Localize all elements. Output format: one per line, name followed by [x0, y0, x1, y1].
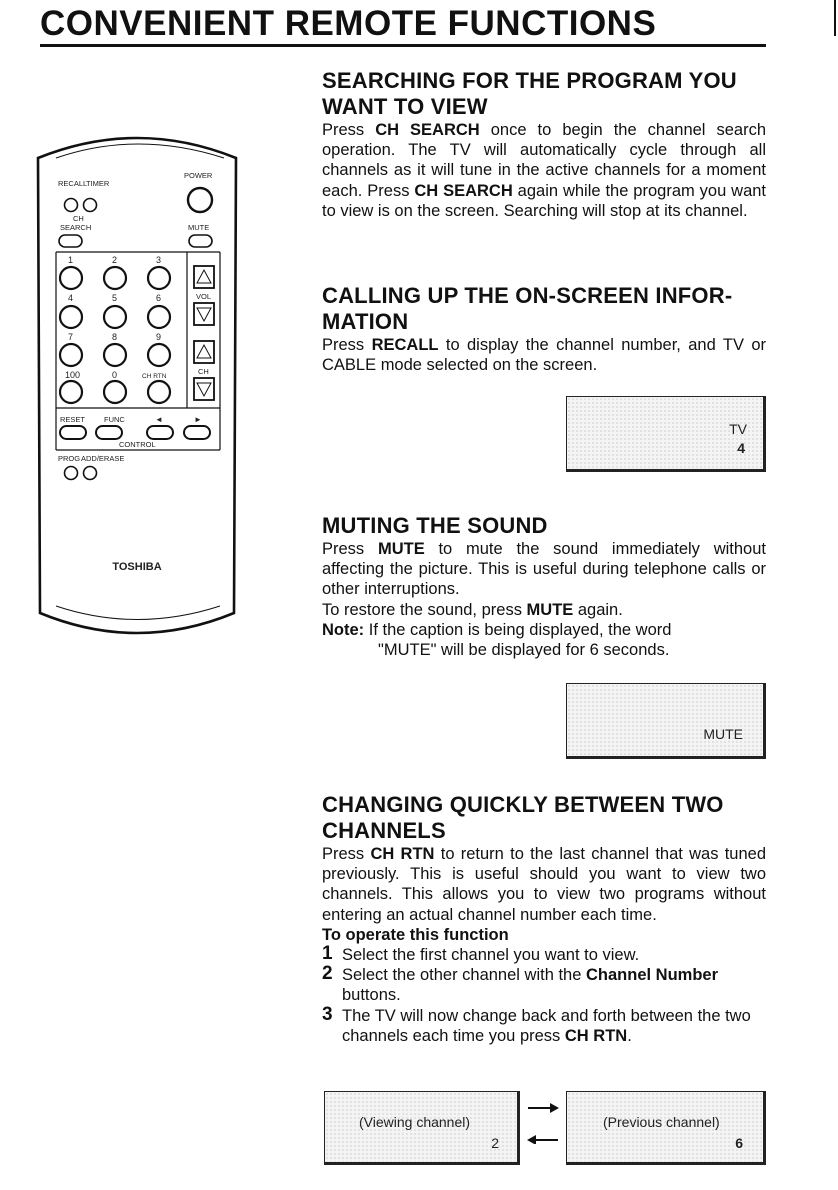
ch-rtn-label: CH RTN [142, 373, 167, 380]
digit-label: 4 [68, 293, 74, 303]
remote-outline [38, 138, 236, 633]
digit-label: 3 [156, 255, 162, 265]
arrow-right-icon [550, 1103, 559, 1113]
note: Note: If the caption is being displayed, the word [322, 620, 672, 639]
title-rule [40, 44, 766, 47]
mute-label: MUTE [188, 223, 210, 232]
screen-channel-text: 4 [737, 440, 745, 456]
page-edge-mark [834, 0, 836, 36]
tv-screen-recall [566, 396, 766, 472]
prog-label: PROG [58, 454, 81, 463]
tv-screen-previous [566, 1091, 766, 1165]
func-label: FUNC [104, 415, 125, 424]
digit-label: 7 [68, 332, 74, 342]
section-search [322, 68, 766, 221]
screen-mute-text: MUTE [703, 726, 743, 742]
section-ch-rtn [322, 792, 766, 1046]
tv-screen-viewing [324, 1091, 520, 1165]
digit-label: 9 [156, 332, 162, 342]
digit-label: 2 [112, 255, 118, 265]
section-body: Press MUTE to mute the sound immediately without affecting the picture. This is useful during telephone calls or other interruptions. [322, 540, 766, 599]
ch-rocker-label: CH [198, 367, 209, 376]
power-label: POWER [184, 171, 213, 180]
step-item: 1 Select the first channel you want to view. [322, 943, 640, 965]
timer-label: TIMER [86, 179, 110, 188]
ch-label: CH [73, 214, 84, 223]
digit-label: 0 [112, 370, 118, 380]
control-label: CONTROL [119, 440, 156, 449]
section-body: Press CH RTN to return to the last channel that was tuned previously. This is useful should you want to view two channels. This allows you to view two programs without entering an actual channel number each time. [322, 845, 767, 924]
digit-label: 8 [112, 332, 118, 342]
section-recall [322, 283, 766, 375]
reset-label: RESET [60, 415, 86, 424]
vol-label: VOL [196, 292, 212, 301]
previous-channel-label: (Previous channel) [603, 1114, 720, 1130]
section-mute [322, 513, 766, 660]
tv-screen-mute [566, 683, 766, 759]
section-body: To restore the sound, press MUTE again. [322, 600, 623, 619]
note-continuation: "MUTE" will be displayed for 6 seconds. [378, 641, 670, 660]
section-heading: CHANGING QUICKLY BETWEEN TWO CHANNELS [322, 792, 724, 843]
section-heading: CALLING UP THE ON-SCREEN INFOR-MATION [322, 283, 733, 334]
section-heading: SEARCHING FOR THE PROGRAM YOU WANT TO VIEW [322, 68, 737, 119]
remote-control-illustration [34, 128, 240, 658]
right-arrow-label: ► [194, 415, 202, 424]
viewing-channel-number: 2 [491, 1135, 499, 1151]
recall-label: RECALL [58, 179, 88, 188]
digit-label: 6 [156, 293, 162, 303]
section-body: Press RECALL to display the channel number, and TV or CABLE mode selected on the screen. [322, 336, 766, 375]
brand-logo: TOSHIBA [112, 561, 162, 573]
digit-label: 1 [68, 255, 74, 265]
add-erase-label: ADD/ERASE [81, 454, 125, 463]
section-body: Press CH SEARCH once to begin the channel search operation. The TV will automatically cycle through all channels as it will tune in the active channels for a moment each. Press CH SEARCH again while the program you want to view is on the screen. Searching will stop at its channel. [322, 121, 767, 220]
digit-label: 100 [65, 370, 81, 380]
screen-mode-text: TV [729, 421, 747, 437]
section-heading: MUTING THE SOUND [322, 513, 548, 538]
page-title: CONVENIENT REMOTE FUNCTIONS [40, 4, 657, 43]
arrow-left-icon [527, 1135, 536, 1144]
previous-channel-number: 6 [735, 1135, 743, 1151]
viewing-channel-label: (Viewing channel) [359, 1114, 471, 1130]
search-label: SEARCH [60, 223, 92, 232]
digit-label: 5 [112, 293, 118, 303]
subheading: To operate this function [322, 925, 509, 944]
left-arrow-label: ◄ [155, 415, 163, 424]
step-item: 2 Select the other channel with the Channel Number buttons. [322, 963, 719, 1005]
swap-arrows [524, 1100, 562, 1144]
step-item: 3 The TV will now change back and forth between the two channels each time you press CH RTN. [322, 1003, 751, 1045]
